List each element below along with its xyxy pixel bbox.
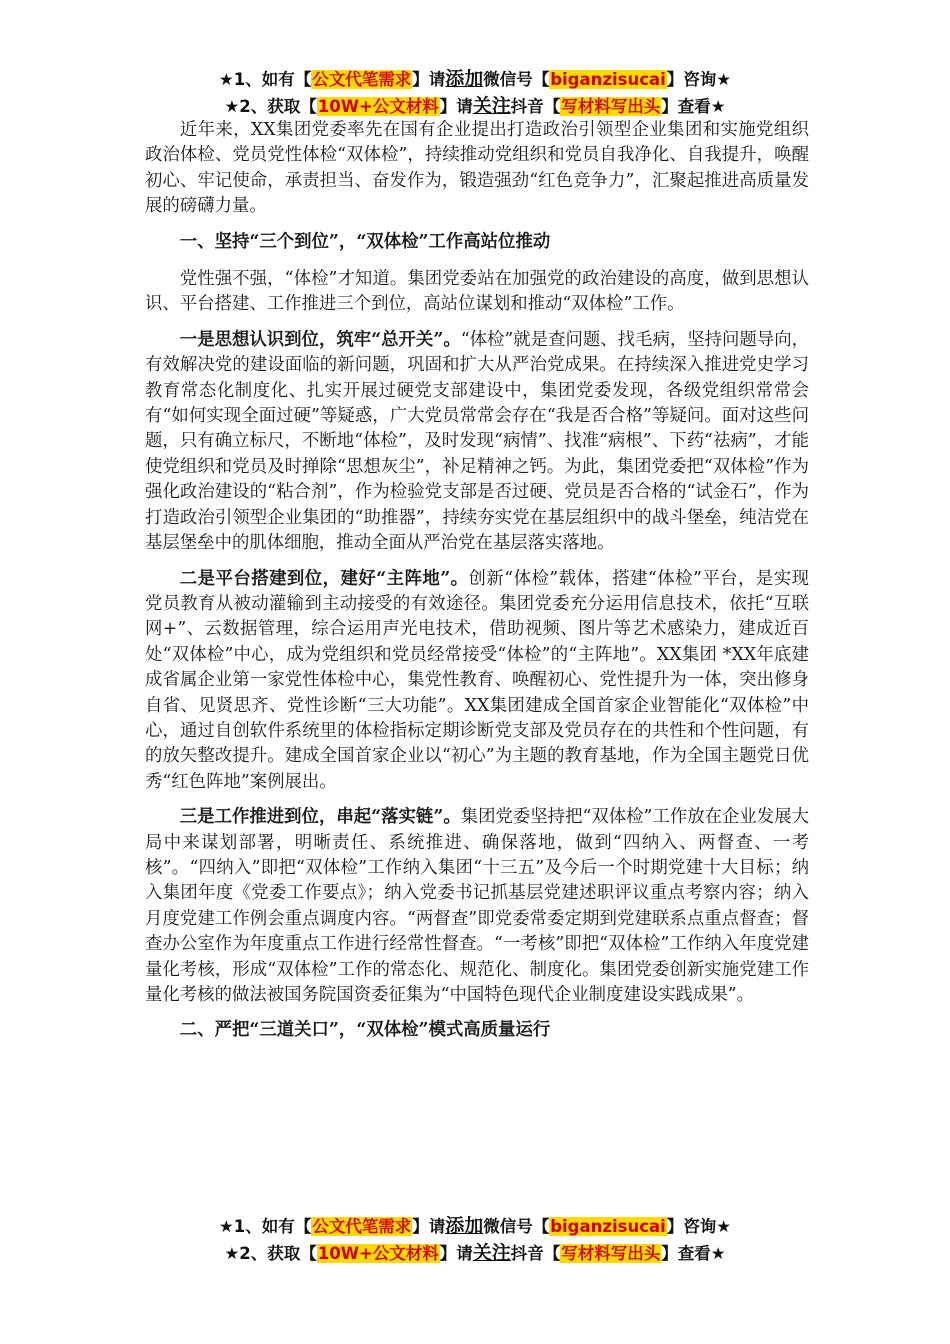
highlight-service: 公文代笔需求: [312, 70, 412, 89]
paragraph-lead: 二是平台搭建到位，建好“主阵地”。: [179, 568, 469, 589]
paragraph-lead: 一是思想认识到位，筑牢“总开关”。: [179, 329, 461, 350]
highlight-materials: 10W+公文材料: [317, 1244, 439, 1263]
highlight-douyin: 写材料写出头: [561, 97, 661, 116]
paragraph: 三是工作推进到位，串起“落实链”。集团党委坚持把“双体检”工作放在企业发展大局中来谋划部署，明晰责任、系统推进、确保落地，做到“四纳入、两督查、一考核”。“四纳入”即把“双体检”工作纳入集团“十三五”及今后一个时期党建十大目标；纳入集团年度《党委工作要点》；纳入党委书记抓基层党建述职评议重点考察内容；纳入月度党建工作例会重点调度内容。“两督查”即党委常委定期到党建联系点重点督查；督查办公室作为年度重点工作进行经常性督查。“一考核”即把“双体检”工作纳入年度党建量化考核，形成“双体检”工作的常态化、规范化、制度化。集团党委创新实施党建工作量化考核的做法被国务院国资委征集为“中国特色现代企业制度建设实践成果”。: [145, 807, 809, 1005]
document-body: [145, 118, 809, 1056]
highlight-douyin: 写材料写出头: [561, 1244, 661, 1263]
paragraph: 二是平台搭建到位，建好“主阵地”。创新“体检”载体，搭建“体检”平台，是实现党员教育从被动灌输到主动接受的有效途径。集团党委充分运用信息技术，依托“互联网+”、云数据管理，综合运用声光电技术，借助视频、图片等艺术感染力，建成近百处“双体检”中心，成为党组织和党员经常接受“体检”的“主阵地”。XX集团 *XX年底建成省属企业第一家党性体检中心，集党性教育、唤醒初心、党性提升为一体，突出修身自省、见贤思齐、党性诊断“三大功能”。XX集团建成全国首家企业智能化“双体检”中心，通过自创软件系统里的体检指标定期诊断党支部及党员存在的共性和个性问题，有的放矢整改提升。建成全国首家企业以“初心”为主题的教育基地，作为全国主题党日优秀“红色阵地”案例展出。: [145, 568, 809, 792]
intro-paragraph: 近年来，XX集团党委率先在国有企业提出打造政治引领型企业集团和实施党组织政治体检、党员党性体检“双体检”，持续推动党组织和党员自我净化、自我提升，唤醒初心、牢记使命，承责担当、奋发作为，锻造强劲“红色竞争力”，汇聚起推进高质量发展的磅礴力量。: [145, 120, 809, 217]
promo-line-2: ★2、获取【10W+公文材料】请关注抖音【写材料写出头】查看★: [224, 95, 726, 117]
highlight-service: 公文代笔需求: [312, 1217, 412, 1236]
paragraph: 党性强不强，“体检”才知道。集团党委站在加强党的政治建设的高度，做到思想认识、平台搭建、工作推进三个到位，高站位谋划和推动“双体检”工作。: [145, 269, 809, 315]
section-heading-2: 二、严把“三道关口”，“双体检”模式高质量运行: [179, 1020, 551, 1041]
promo-banner-top: [0, 66, 950, 120]
highlight-wechat-id: biganzisucai: [550, 1217, 666, 1236]
promo-line-2: ★2、获取【10W+公文材料】请关注抖音【写材料写出头】查看★: [224, 1242, 726, 1264]
highlight-wechat-id: biganzisucai: [550, 70, 666, 89]
paragraph: 一是思想认识到位，筑牢“总开关”。“体检”就是查问题、找毛病，坚持问题导向，有效解决党的建设面临的新问题，巩固和扩大从严治党成果。在持续深入推进党史学习教育常态化制度化、扎实开展过硬党支部建设中，集团党委发现，各级党组织常常会有“如何实现全面过硬”等疑惑，广大党员常常会存在“我是否合格”等疑问。面对这些问题，只有确立标尺，不断地“体检”，及时发现“病情”、找准“病根”、下药“祛病”，才能使党组织和党员及时掸除“思想灰尘”，补足精神之钙。为此，集团党委把“双体检”作为强化政治建设的“粘合剂”，作为检验党支部是否过硬、党员是否合格的“试金石”，作为打造政治引领型企业集团的“助推器”，持续夯实党在基层组织中的战斗堡垒，纯洁党在基层堡垒中的肌体细胞，推动全面从严治党在基层落实落地。: [145, 329, 809, 554]
section-heading-1: 一、坚持“三个到位”，“双体检”工作高站位推动: [179, 231, 551, 252]
highlight-materials: 10W+公文材料: [317, 97, 439, 116]
promo-banner-bottom: [0, 1213, 950, 1267]
paragraph-lead: 三是工作推进到位，串起“落实链”。: [179, 807, 461, 828]
promo-line-1: ★1、如有【公文代笔需求】请添加微信号【biganzisucai】咨询★: [218, 1215, 732, 1237]
promo-line-1: ★1、如有【公文代笔需求】请添加微信号【biganzisucai】咨询★: [218, 68, 732, 90]
